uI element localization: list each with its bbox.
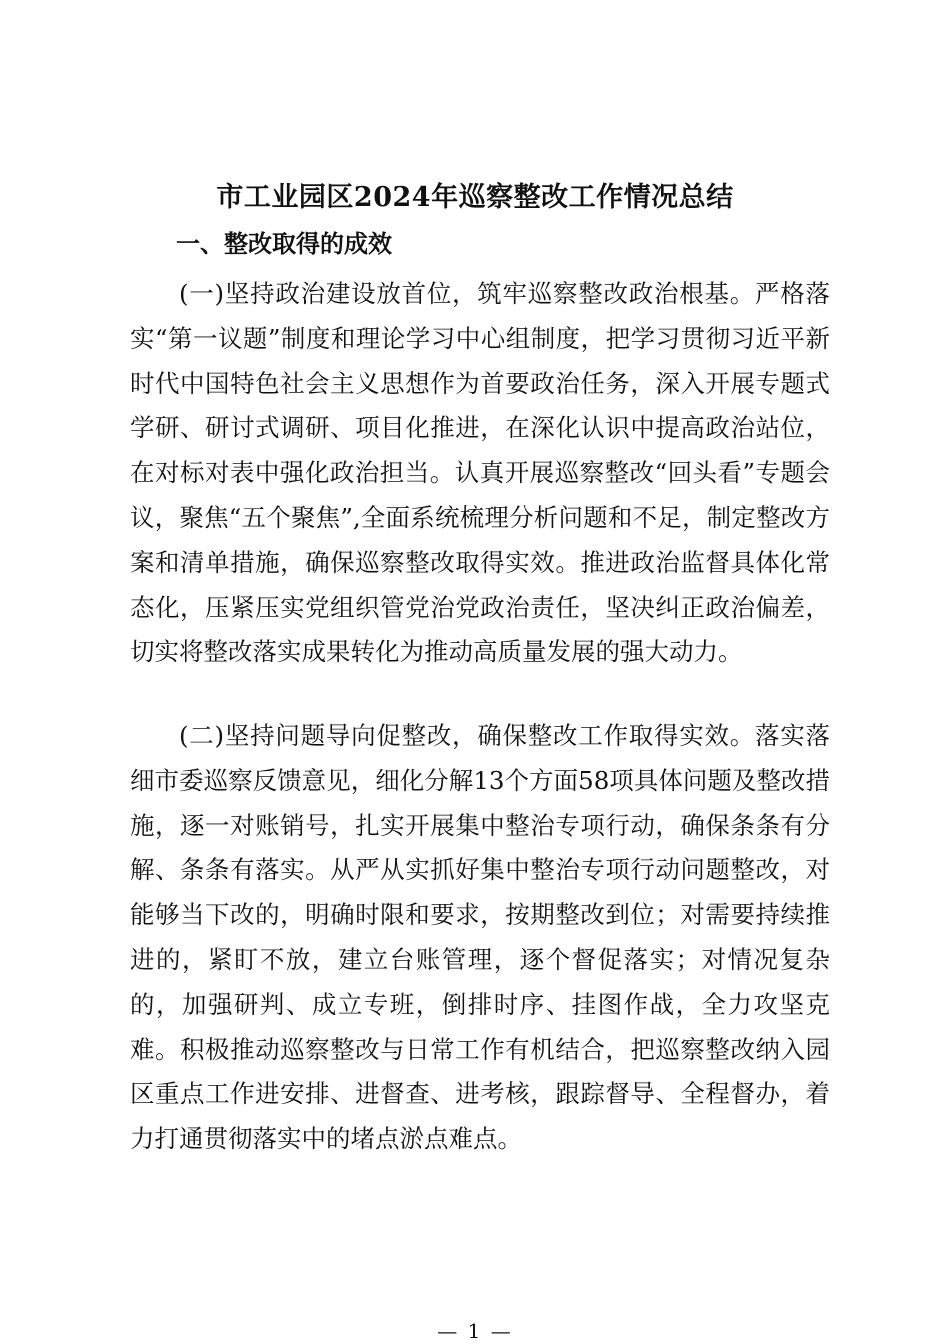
paragraph-1: (一)坚持政治建设放首位，筑牢巡察整改政治根基。严格落实“第一议题”制度和理论学习中心组制度，把学习贯彻习近平新时代中国特色社会主义思想作为首要政治任务，深入开展专题式学研、研讨式调研、项目化推进，在深化认识中提高政治站位，在对标对表中强化政治担当。认真开展巡察整改“回头看”专题会议，聚焦“五个聚焦”,全面系统梳理分析问题和不足，制定整改方案和清单措施，确保巡察整改取得实效。推进政治监督具体化常态化，压紧压实党组织管党治党政治责任，坚决纠正政治偏差，切实将整改落实成果转化为推动高质量发展的强大动力。 bbox=[130, 279, 830, 667]
paragraph-2: (二)坚持问题导向促整改，确保整改工作取得实效。落实落细市委巡察反馈意见，细化分解13个方面58项具体问题及整改措施，逐一对账销号，扎实开展集中整治专项行动，确保条条有分解、条条有落实。从严从实抓好集中整治专项行动问题整改，对能够当下改的，明确时限和要求，按期整改到位；对需要持续推进的，紧盯不放，建立台账管理，逐个督促落实；对情况复杂的，加强研判、成立专班，倒排时序、挂图作战，全力攻坚克难。积极推动巡察整改与日常工作有机结合，把巡察整改纳入园区重点工作进安排、进督查、进考核，跟踪督导、全程督办，着力打通贯彻落实中的堵点淤点难点。 bbox=[130, 721, 830, 1154]
section-heading: 一、整改取得的成效 bbox=[176, 230, 392, 258]
document-title: 市工业园区2024年巡察整改工作情况总结 bbox=[216, 182, 734, 213]
page-number: — 1 — bbox=[437, 1319, 513, 1343]
